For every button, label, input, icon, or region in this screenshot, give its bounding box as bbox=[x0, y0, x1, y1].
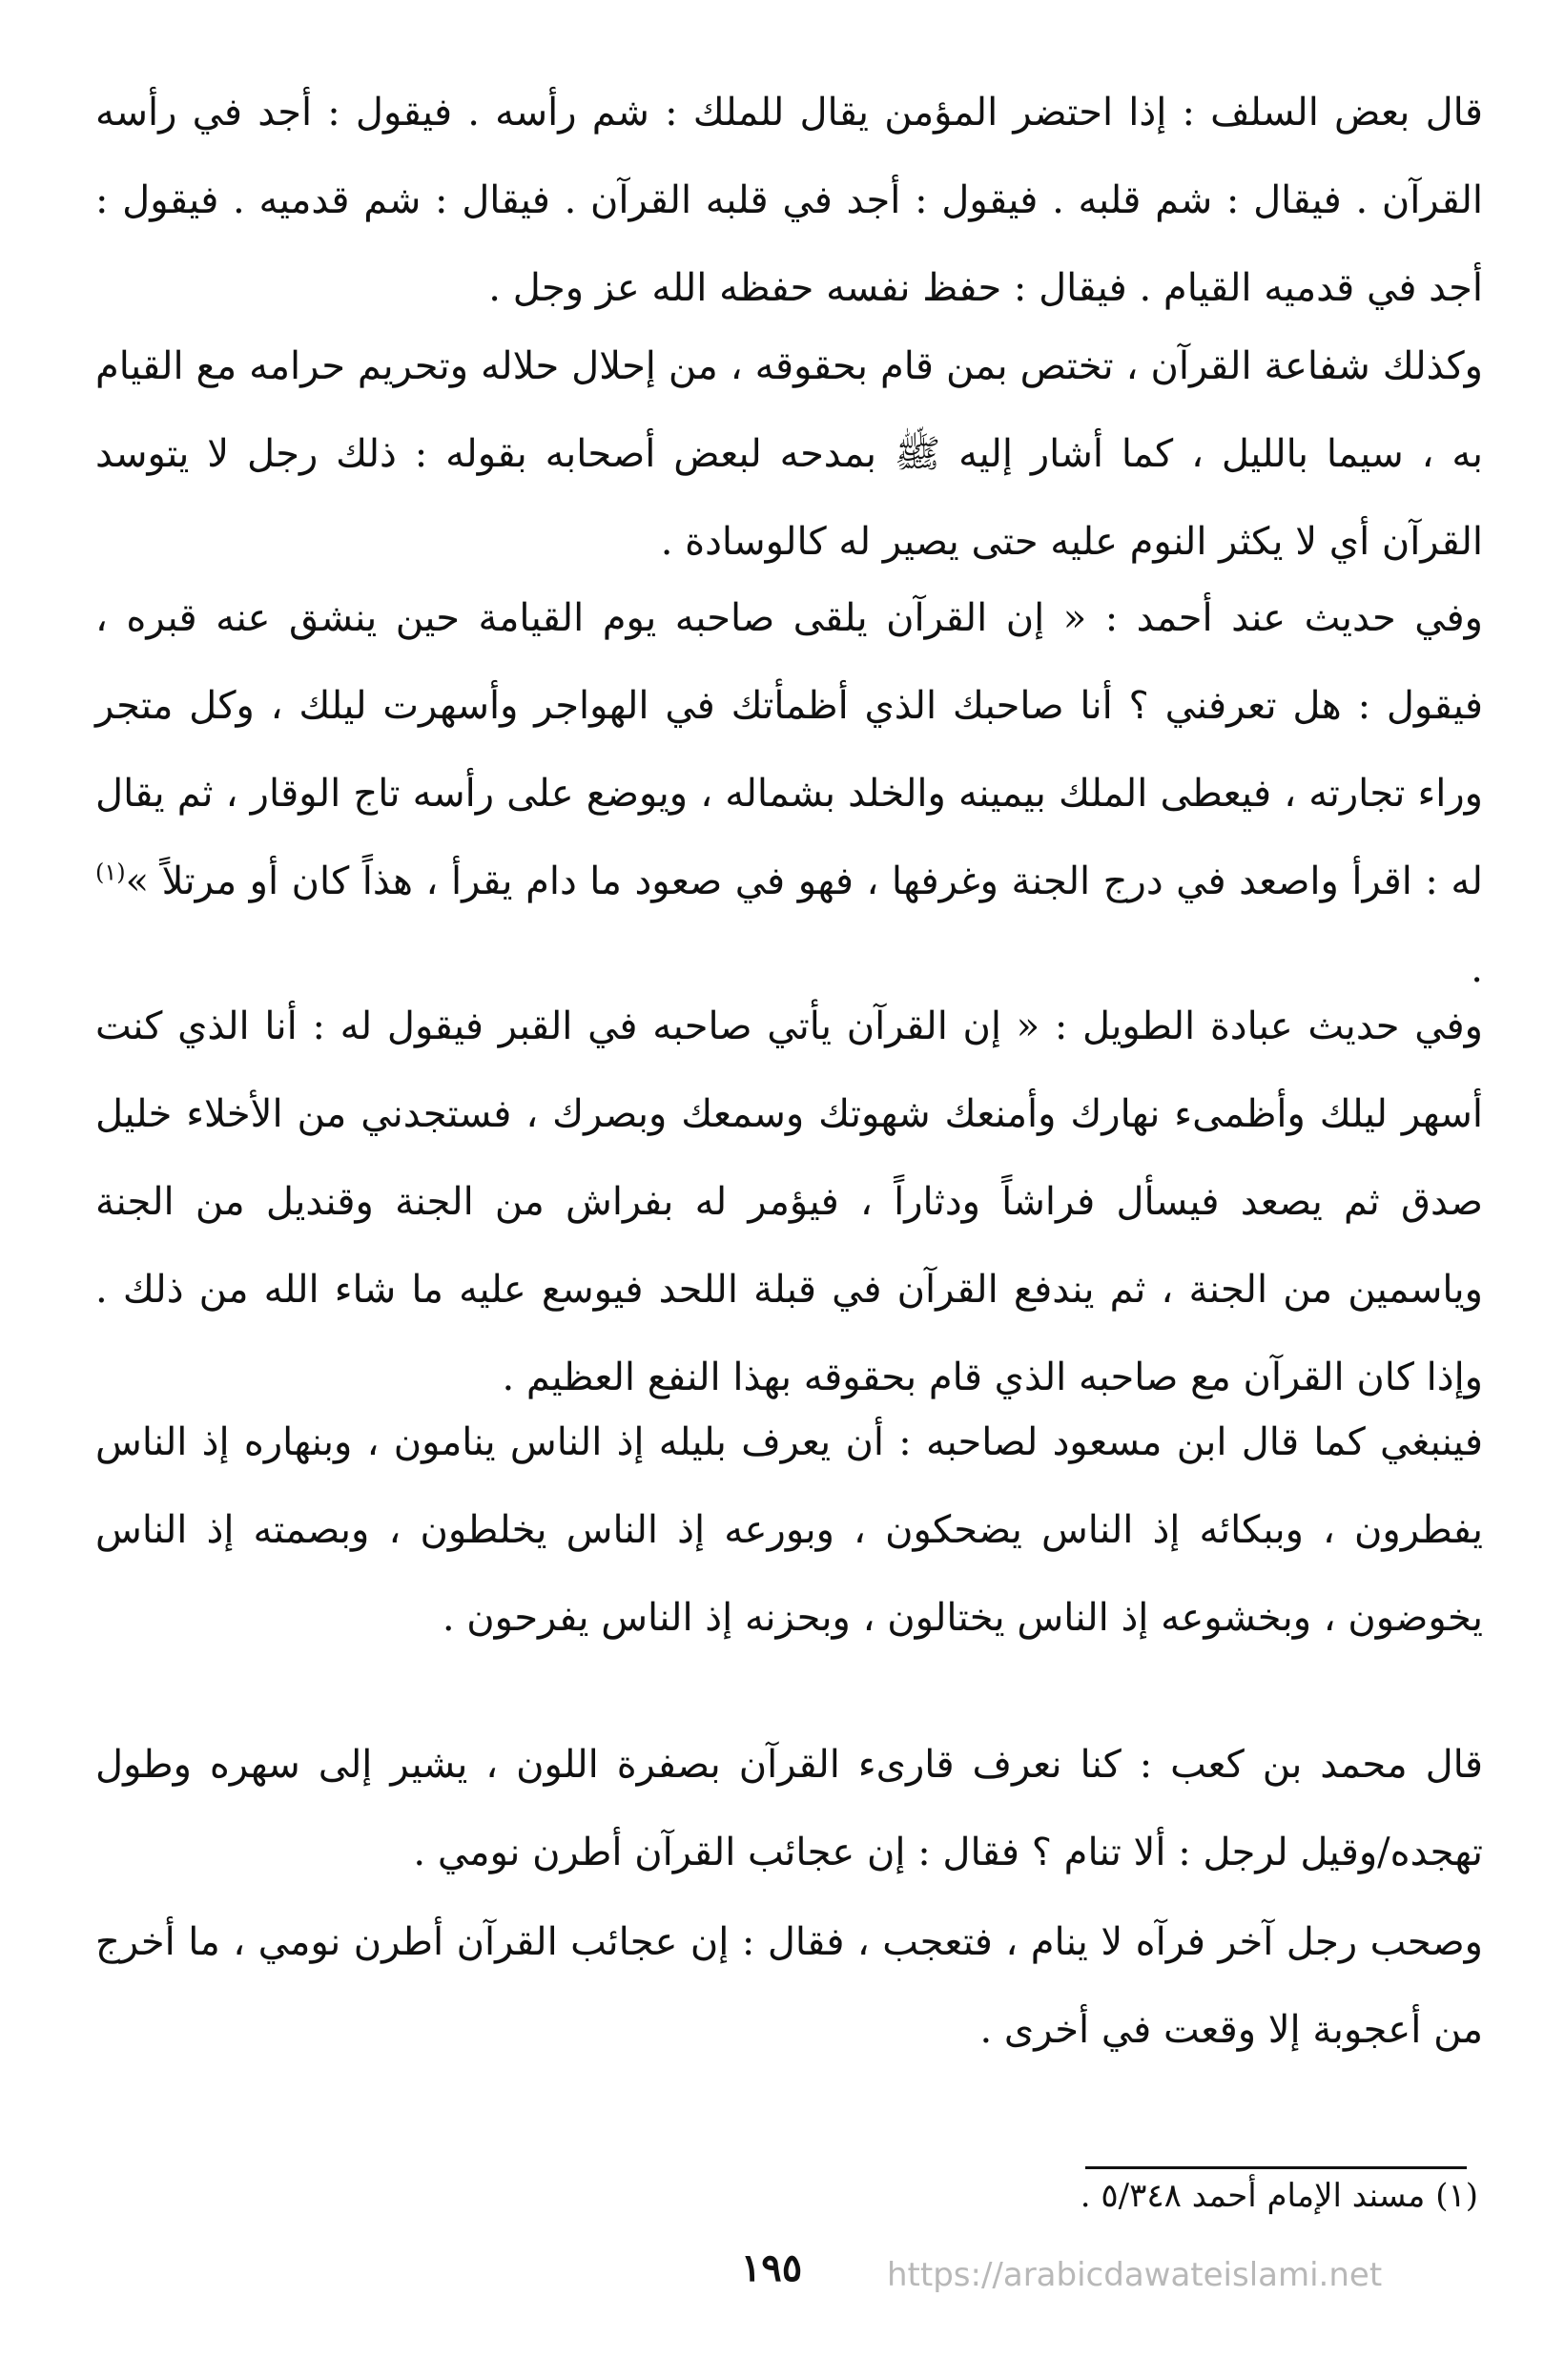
watermark-url: https://arabicdawateislami.net bbox=[887, 2256, 1383, 2294]
footnote: (١) مسند الإمام أحمد ٥/٣٤٨ . bbox=[1080, 2177, 1478, 2215]
paragraph-quran-intercession: وكذلك شفاعة القرآن ، تختص بمن قام بحقوقه ، من إحلال حلاله وتحريم حرامه مع القيام به ، سيما بالليل ، كما أشار إليه ﷺ بمدحه لبعض أصحابه بقوله : ذلك رجل لا يتوسد القرآن أي لا يكثر النوم عليه حتى يصير له كالوسادة . bbox=[95, 344, 1483, 564]
paragraph-ibn-masud: فينبغي كما قال ابن مسعود لصاحبه : أن يعرف بليله إذ الناس ينامون ، وبنهاره إذ الناس يفطرون ، وببكائه إذ الناس يضحكون ، وبورعه إذ الناس يخلطون ، وبصمته إذ الناس يخوضون ، وبخشوعه إذ الناس يختالون ، وبحزنه إذ الناس يفرحون . bbox=[95, 1420, 1484, 1640]
paragraph-ahmad-hadith-tail: . bbox=[1471, 947, 1483, 991]
paragraph-ahmad-hadith bbox=[95, 574, 1483, 1013]
footnote-reference: (١) bbox=[95, 859, 126, 886]
paragraph-salaf-saying: قال بعض السلف : إذا احتضر المؤمن يقال للملك : شم رأسه . فيقول : أجد في رأسه القرآن . فيقال : شم قلبه . فيقول : أجد في قلبه القرآن . فيقال : شم قدميه . فيقول : أجد في قدميه القيام . فيقال : حفظ نفسه حفظه الله عز وجل . bbox=[95, 91, 1483, 310]
paragraph-companion-story: وصحب رجل آخر فرآه لا ينام ، فتعجب ، فقال : إن عجائب القرآن أطرن نومي ، ما أخرج من أعجوبة إلا وقعت في أخرى . bbox=[95, 1920, 1483, 2052]
paragraph-ahmad-hadith-text: وفي حديث عند أحمد : « إن القرآن يلقى صاحبه يوم القيامة حين ينشق عنه قبره ، فيقول : هل تعرفني ؟ أنا صاحبك الذي أظمأتك في الهواجر وأسهرت ليلك ، وكل متجر وراء تجارته ، فيعطى الملك بيمينه والخلد بشماله ، ويوضع على رأسه تاج الوقار ، ثم يقال له : اقرأ واصعد في درج الجنة وغرفها ، فهو في صعود ما دام يقرأ ، هذاً كان أو مرتلاً » bbox=[95, 596, 1483, 903]
paragraph-ubada-hadith: وفي حديث عبادة الطويل : « إن القرآن يأتي صاحبه في القبر فيقول له : أنا الذي كنت أسهر ليلك وأظمىء نهارك وأمنعك شهوتك وسمعك وبصرك ، فستجدني من الأخلاء خليل صدق ثم يصعد فيسأل فراشاً ودثاراً ، فيؤمر له بفراش من الجنة وقنديل من الجنة وياسمين من الجنة ، ثم يندفع القرآن في قبلة اللحد فيوسع عليه ما شاء الله من ذلك . وإذا كان القرآن مع صاحبه الذي قام بحقوقه بهذا النفع العظيم . bbox=[95, 1004, 1483, 1399]
paragraph-muhammad-ibn-kab: قال محمد بن كعب : كنا نعرف قارىء القرآن بصفرة اللون ، يشير إلى سهره وطول تهجده/وقيل لرجل : ألا تنام ؟ فقال : إن عجائب القرآن أطرن نومي . bbox=[95, 1743, 1483, 1874]
page-number: ١٩٥ bbox=[740, 2245, 803, 2290]
